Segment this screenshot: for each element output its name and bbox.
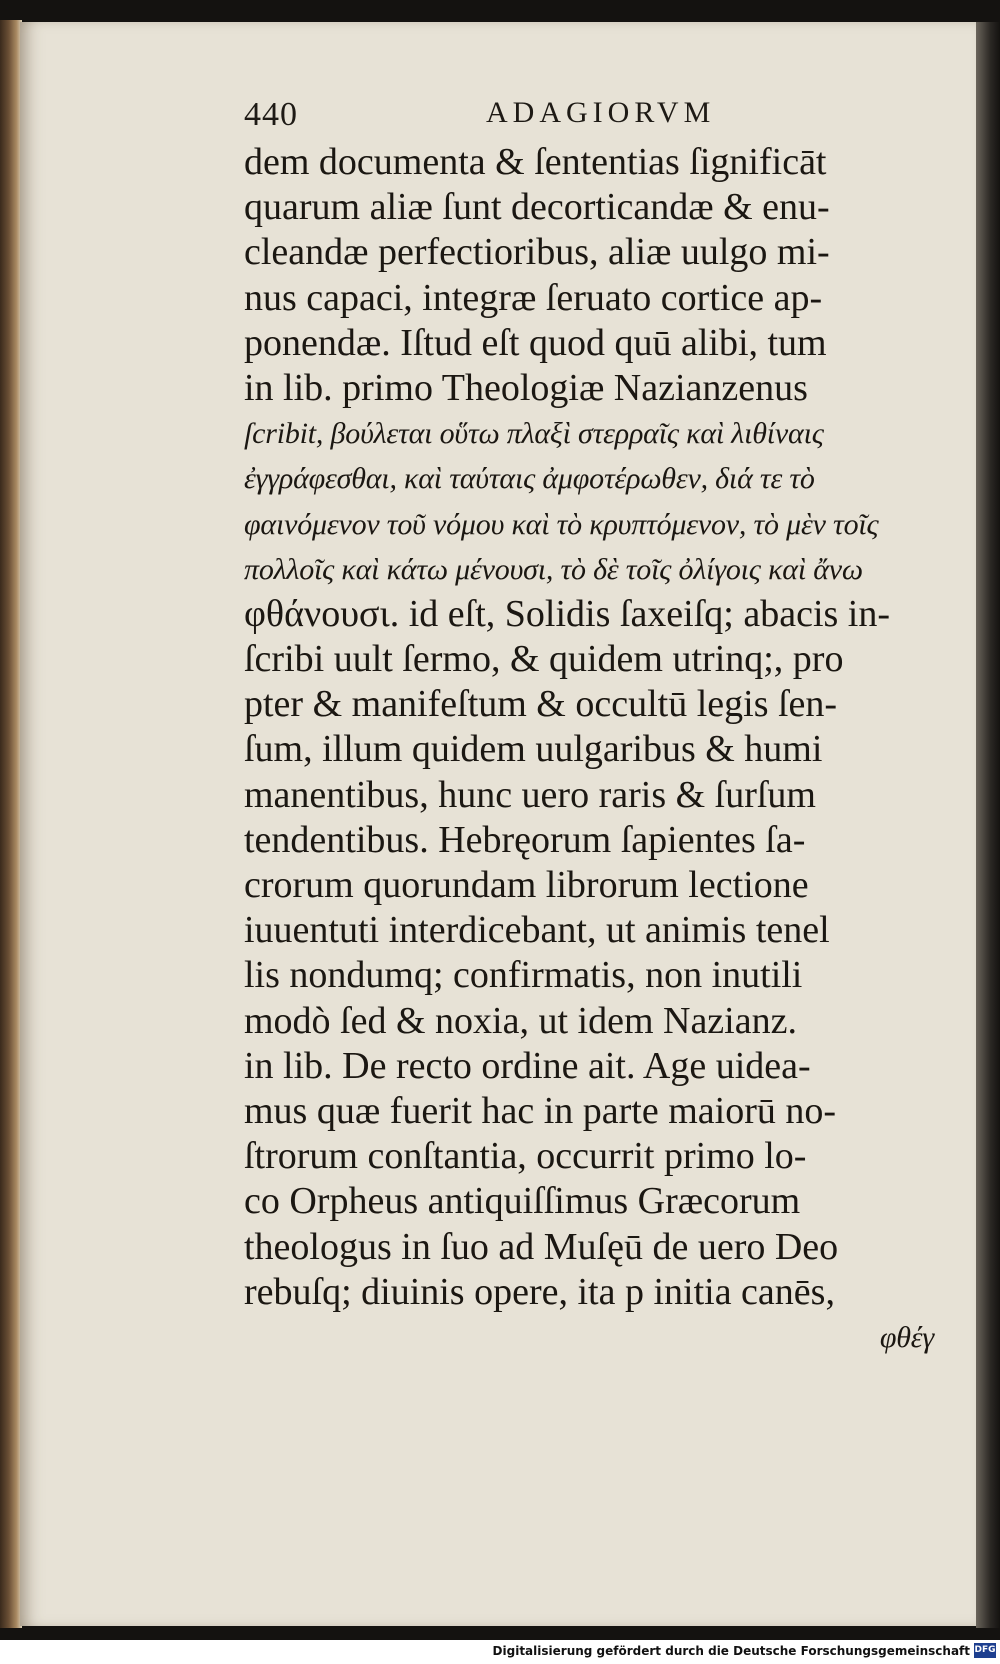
footer-bar <box>0 1640 1000 1664</box>
running-title: ADAGIORVM <box>486 96 716 129</box>
text-line: ponendæ. Iſtud eſt quod quū alibi, tum <box>244 321 827 364</box>
text-line: mus quæ fuerit hac in parte maiorū no- <box>244 1089 837 1132</box>
text-line: pter & manifeſtum & occultū legis ſen- <box>244 683 838 726</box>
text-line: modò ſed & noxia, ut idem Nazianz. <box>244 999 797 1042</box>
page-header <box>244 96 774 136</box>
text-line: cleandæ perfectioribus, aliæ uulgo mi- <box>244 231 830 274</box>
text-line: rebuſq; diuinis opere, ita p initia canēs, <box>244 1270 835 1313</box>
greek-text-line: πολλοῖς καὶ κάτω μένουσι, τὸ δὲ τοῖς ὀλίγοις καὶ ἄνω <box>244 552 863 586</box>
greek-text-line: ἐγγράφεσθαι, καὶ ταύταις ἀμφοτέρωθεν, διά τε τὸ <box>244 462 815 496</box>
text-line: ſtrorum conſtantia, occurrit primo lo- <box>244 1135 807 1178</box>
greek-text-line: φαινόμενον τοῦ νόμου καὶ τὸ κρυπτόμενον, τὸ μὲν τοῖς <box>244 507 879 541</box>
text-line: lis nondumq; confirmatis, non inutili <box>244 954 803 997</box>
text-line: ſum, illum quidem uulgaribus & humi <box>244 728 823 771</box>
text-line: tendentibus. Hebręorum ſapientes ſa- <box>244 818 806 861</box>
page-number: 440 <box>244 96 298 133</box>
text-line: in lib. De recto ordine ait. Age uidea- <box>244 1044 811 1087</box>
text-line: ſcribi uult ſermo, & quidem utrinq;, pro <box>244 638 844 681</box>
book-edge <box>0 20 22 1628</box>
digitization-credit: Digitalisierung gefördert durch die Deutsche Forschungsgemeinschaft <box>492 1644 970 1658</box>
text-line: in lib. primo Theologiæ Nazianzenus <box>244 366 808 409</box>
text-line: manentibus, hunc uero raris & ſurſum <box>244 773 816 816</box>
text-line: crorum quorundam librorum lectione <box>244 864 809 906</box>
body-text <box>244 140 944 1360</box>
catchword: φθέγ <box>879 1320 934 1354</box>
text-line: φθάνουσι. id eſt, Solidis ſaxeiſq; abacis in- <box>244 592 890 635</box>
dfg-logo: DFG <box>974 1643 996 1658</box>
text-line: quarum aliæ ſunt decorticandæ & enu- <box>244 186 830 229</box>
text-line: iuuentuti interdicebant, ut animis tenel <box>244 909 830 952</box>
text-line: theologus in ſuo ad Muſęū de uero Deo <box>244 1225 839 1268</box>
text-line: dem documenta & ſententias ſignificāt <box>244 141 827 183</box>
text-line: nus capaci, integræ ſeruato cortice ap- <box>244 276 823 319</box>
text-line: co Orpheus antiquiſſimus Græcorum <box>244 1180 801 1223</box>
gutter-shadow <box>976 22 1000 1628</box>
greek-text-line: ſcribit, βούλεται οὕτω πλαξὶ στερραῖς καὶ λιθίναις <box>244 417 824 451</box>
